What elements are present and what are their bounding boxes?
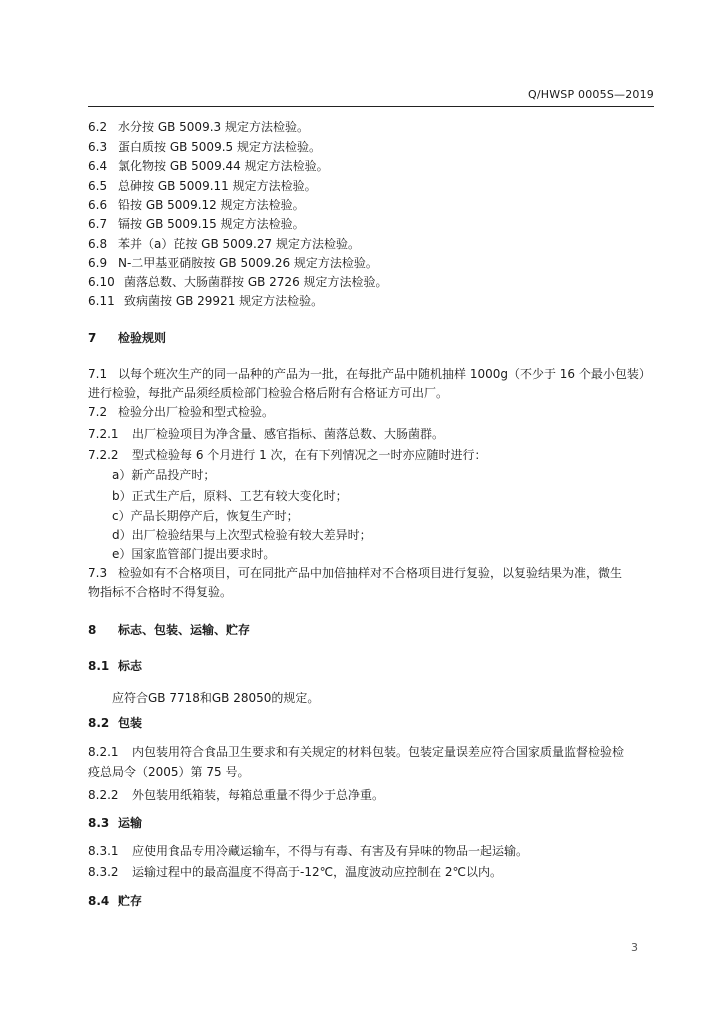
section-8-3-heading: 8.3 运输 — [88, 816, 143, 830]
clause-6-5: 6.5 总砷按 GB 5009.11 规定方法检验。 — [88, 179, 317, 193]
list-item-c: c）产品长期停产后，恢复生产时； — [112, 509, 299, 523]
clause-6-3: 6.3 蛋白质按 GB 5009.5 规定方法检验。 — [88, 140, 321, 154]
clause-6-8: 6.8 苯并（a）芘按 GB 5009.27 规定方法检验。 — [88, 237, 360, 251]
clause-6-11: 6.11 致病菌按 GB 29921 规定方法检验。 — [88, 294, 324, 308]
list-item-a: a）新产品投产时； — [112, 468, 216, 482]
section-8-heading: 8 标志、包装、运输、贮存 — [88, 623, 251, 637]
clause-8-3-2: 8.3.2 运输过程中的最高温度不得高于-12℃，温度波动应控制在 2℃以内。 — [88, 865, 503, 879]
clause-8-2-1-line1: 8.2.1 内包装用符合食品卫生要求和有关规定的材料包装。包装定量误差应符合国家质量监督检验检 — [88, 745, 625, 759]
clause-7-2-1: 7.2.1 出厂检验项目为净含量、感官指标、菌落总数、大肠菌群。 — [88, 427, 445, 441]
standard-code: Q/HWSP 0005S—2019 — [528, 88, 654, 101]
clause-6-2: 6.2 水分按 GB 5009.3 规定方法检验。 — [88, 120, 309, 134]
clause-6-9: 6.9 N-二甲基亚硝胺按 GB 5009.26 规定方法检验。 — [88, 256, 378, 270]
section-8-1-text: 应符合GB 7718和GB 28050的规定。 — [112, 691, 320, 705]
header-rule — [88, 106, 654, 107]
clause-6-7: 6.7 镉按 GB 5009.15 规定方法检验。 — [88, 217, 305, 231]
section-7-heading: 7 检验规则 — [88, 331, 167, 345]
clause-8-3-1: 8.3.1 应使用食品专用冷藏运输车，不得与有毒、有害及有异味的物品一起运输。 — [88, 844, 529, 858]
clause-7-1-line2: 进行检验，每批产品须经质检部门检验合格后附有合格证方可出厂。 — [88, 386, 449, 400]
clause-6-10: 6.10 菌落总数、大肠菌群按 GB 2726 规定方法检验。 — [88, 275, 388, 289]
clause-7-1-line1: 7.1 以每个班次生产的同一品种的产品为一批，在每批产品中随机抽样 1000g（不少于 16 个最小包装） — [88, 367, 651, 381]
list-item-e: e）国家监管部门提出要求时。 — [112, 547, 276, 561]
clause-7-3-line1: 7.3 检验如有不合格项目，可在同批产品中加倍抽样对不合格项目进行复验，以复验结果为准，微生 — [88, 566, 623, 580]
clause-7-2: 7.2 检验分出厂检验和型式检验。 — [88, 405, 275, 419]
clause-6-4: 6.4 氯化物按 GB 5009.44 规定方法检验。 — [88, 159, 329, 173]
list-item-d: d）出厂检验结果与上次型式检验有较大差异时； — [112, 528, 372, 542]
section-8-2-heading: 8.2 包装 — [88, 716, 143, 730]
clause-7-3-line2: 物指标不合格时不得复验。 — [88, 585, 233, 599]
section-8-4-heading: 8.4 贮存 — [88, 894, 143, 908]
page-number: 3 — [631, 941, 638, 954]
clause-6-6: 6.6 铅按 GB 5009.12 规定方法检验。 — [88, 198, 305, 212]
clause-8-2-2: 8.2.2 外包装用纸箱装，每箱总重量不得少于总净重。 — [88, 788, 385, 802]
clause-7-2-2: 7.2.2 型式检验每 6 个月进行 1 次，在有下列情况之一时亦应随时进行： — [88, 448, 487, 462]
list-item-b: b）正式生产后，原料、工艺有较大变化时； — [112, 489, 348, 503]
clause-8-2-1-line2: 疫总局令（2005）第 75 号。 — [88, 765, 250, 779]
section-8-1-heading: 8.1 标志 — [88, 659, 143, 673]
